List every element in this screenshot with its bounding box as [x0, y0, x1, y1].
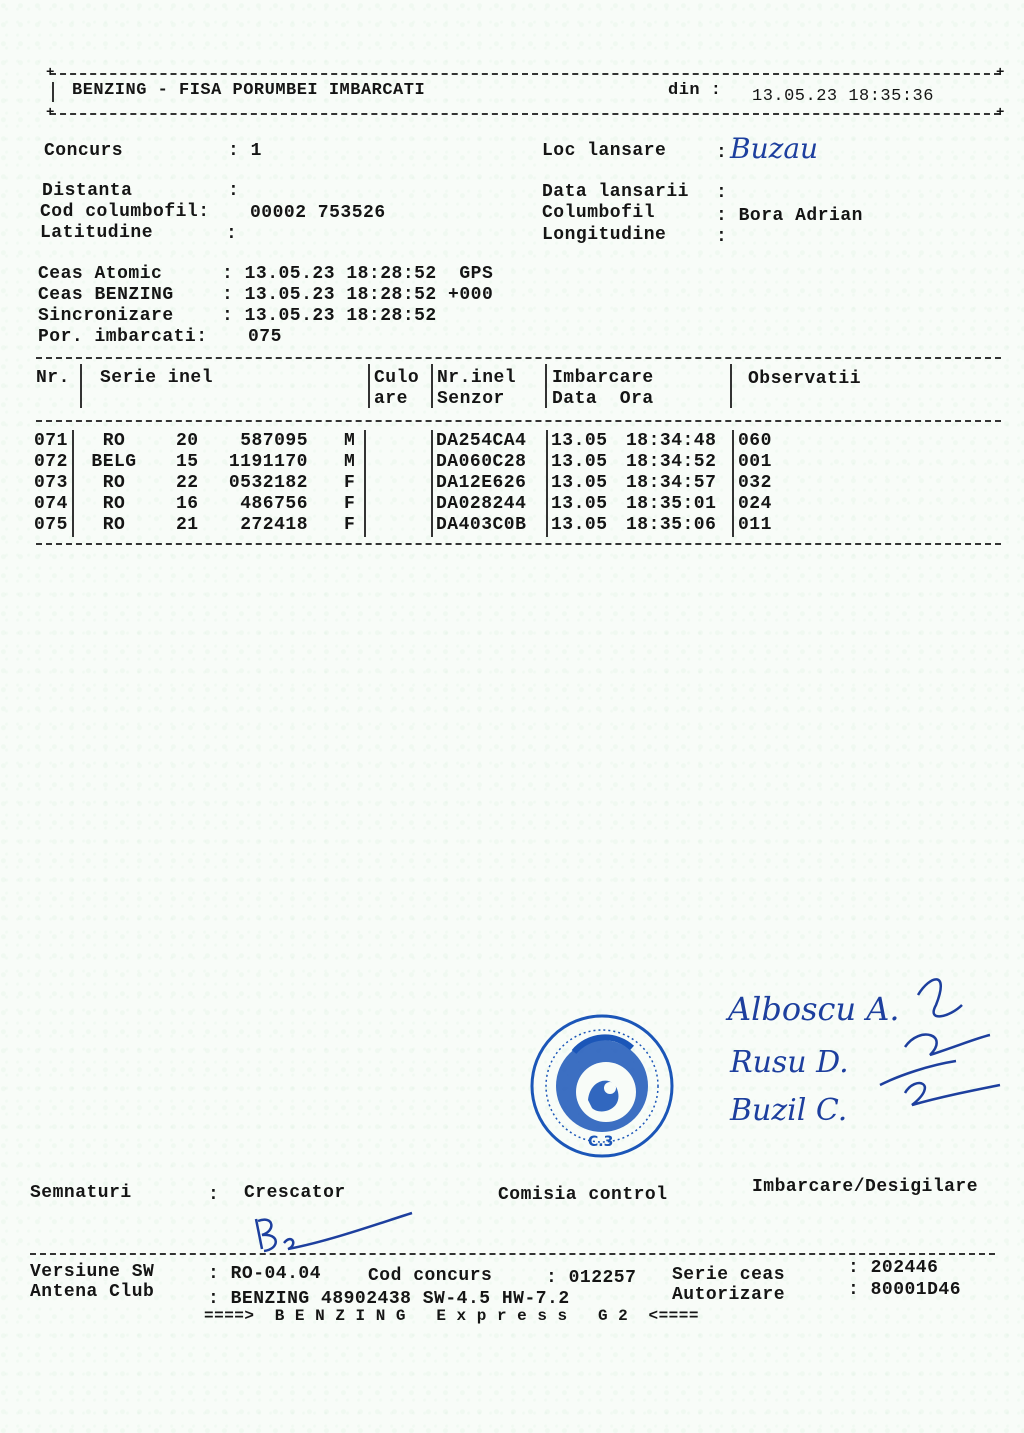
th-imbarcare-2: Data Ora	[552, 389, 654, 409]
header-bottom-rule	[50, 113, 1000, 115]
distanta-label: Distanta	[42, 181, 133, 201]
header-din-label: din :	[668, 81, 722, 100]
ceas-benzing-label: Ceas BENZING	[38, 285, 174, 305]
th-nrinel-2: Senzor	[437, 389, 505, 409]
cell-sex: F	[344, 515, 356, 535]
cell-sensor: DA12E626	[436, 473, 527, 493]
loc-lansare-colon: :	[716, 143, 728, 163]
longitudine-label: Longitudine	[542, 225, 667, 245]
th-nrinel-1: Nr.inel	[437, 368, 517, 388]
data-lansarii-label: Data lansarii	[542, 182, 689, 202]
cod-concurs-value: : 012257	[546, 1268, 637, 1288]
cell-time: 18:35:06	[626, 515, 717, 535]
cell-ring: 486756	[240, 494, 308, 514]
commission-signature-1: Alboscu A.	[728, 990, 900, 1028]
header-title: BENZING - FISA PORUMBEI IMBARCATI	[72, 81, 426, 100]
ceas-atomic-label: Ceas Atomic	[38, 264, 163, 284]
header-plus-right: +	[996, 65, 1005, 81]
th-observatii: Observatii	[748, 369, 862, 389]
cell-sensor: DA028244	[436, 494, 527, 514]
header-plus-br: +	[996, 105, 1005, 121]
ceas-benzing-value: : 13.05.23 18:28:52 +000	[222, 285, 494, 305]
cell-time: 18:34:52	[626, 452, 717, 472]
autorizare-value: : 80001D46	[848, 1280, 962, 1300]
cell-nr: 072	[34, 452, 68, 472]
cell-nr: 075	[34, 515, 68, 535]
table-header-rule	[36, 420, 1001, 422]
col-sep-2	[368, 364, 370, 408]
cell-observatii: 011	[738, 515, 772, 535]
cell-time: 18:35:01	[626, 494, 717, 514]
data-lansarii-value: :	[716, 183, 728, 203]
columbofil-label: Columbofil	[542, 203, 656, 223]
svg-text:C.3: C.3	[588, 1134, 614, 1150]
cell-date: 13.05	[551, 452, 608, 472]
commission-signature-scribbles	[700, 965, 1010, 1145]
cell-time: 18:34:57	[626, 473, 717, 493]
row-sep-2	[364, 430, 366, 537]
cell-nr: 073	[34, 473, 68, 493]
cell-nr: 071	[34, 431, 68, 451]
col-sep-1	[80, 364, 82, 408]
concurs-label: Concurs	[44, 141, 124, 161]
commission-signature-3: Buzil C.	[730, 1093, 848, 1128]
serie-ceas-value: : 202446	[848, 1258, 939, 1278]
cell-sex: M	[344, 431, 356, 451]
cell-ring: 1191170	[228, 452, 308, 472]
sincronizare-label: Sincronizare	[38, 306, 174, 326]
comisia-label: Comisia control	[498, 1185, 668, 1205]
header-plus-left: +	[46, 65, 55, 81]
cell-year: 15	[176, 452, 199, 472]
cell-year: 16	[176, 494, 199, 514]
autorizare-label: Autorizare	[672, 1285, 786, 1305]
loc-lansare-label: Loc lansare	[542, 141, 667, 161]
cell-observatii: 024	[738, 494, 772, 514]
row-sep-4	[546, 430, 548, 537]
serie-ceas-label: Serie ceas	[672, 1265, 786, 1285]
versiune-label: Versiune SW	[30, 1262, 155, 1282]
row-sep-5	[732, 430, 734, 537]
imbarcare-label: Imbarcare/Desigilare	[752, 1177, 979, 1197]
antena-value: : BENZING 48902438 SW-4.5 HW-7.2	[208, 1289, 570, 1309]
antena-label: Antena Club	[30, 1282, 155, 1302]
cell-sensor: DA060C28	[436, 452, 527, 472]
cell-year: 21	[176, 515, 199, 535]
header-top-rule	[50, 73, 1000, 75]
distanta-value: :	[228, 181, 240, 201]
cell-date: 13.05	[551, 431, 608, 451]
latitudine-value: :	[226, 224, 238, 244]
th-imbarcare-1: Imbarcare	[552, 368, 654, 388]
ceas-atomic-value: : 13.05.23 18:28:52 GPS	[222, 264, 494, 284]
versiune-value: : RO-04.04	[208, 1264, 322, 1284]
cell-year: 22	[176, 473, 199, 493]
brand-line: ====> B E N Z I N G E x p r e s s G 2 <====	[204, 1307, 699, 1325]
th-serie-inel: Serie inel	[100, 368, 214, 388]
crescator-label: Crescator	[244, 1183, 346, 1203]
cell-sensor: DA254CA4	[436, 431, 527, 451]
cell-sex: M	[344, 452, 356, 472]
semnaturi-label: Semnaturi	[30, 1183, 132, 1203]
footer-rule	[30, 1253, 995, 1255]
cell-observatii: 060	[738, 431, 772, 451]
por-imbarcati-label: Por. imbarcati:	[38, 327, 208, 347]
concurs-value: : 1	[228, 141, 262, 161]
cell-observatii: 001	[738, 452, 772, 472]
cell-sex: F	[344, 494, 356, 514]
sincronizare-value: : 13.05.23 18:28:52	[222, 306, 437, 326]
header-plus-bl: +	[46, 105, 55, 121]
cell-sex: F	[344, 473, 356, 493]
th-culoare-2: are	[374, 389, 408, 409]
cell-date: 13.05	[551, 515, 608, 535]
crescator-signature	[240, 1205, 420, 1265]
commission-stamp	[528, 1012, 676, 1160]
cell-sensor: DA403C0B	[436, 515, 527, 535]
cell-year: 20	[176, 431, 199, 451]
col-sep-5	[730, 364, 732, 408]
cell-country: RO	[102, 473, 126, 493]
table-bottom-rule	[36, 543, 1001, 545]
cod-concurs-label: Cod concurs	[368, 1266, 493, 1286]
row-sep-1	[72, 430, 74, 537]
latitudine-label: Latitudine	[40, 223, 154, 243]
por-imbarcati-value: 075	[248, 327, 282, 347]
cell-nr: 074	[34, 494, 68, 514]
table-top-rule	[36, 357, 1001, 359]
cell-ring: 272418	[240, 515, 308, 535]
cell-time: 18:34:48	[626, 431, 717, 451]
cod-columbofil-label: Cod columbofil:	[40, 202, 210, 222]
cell-date: 13.05	[551, 473, 608, 493]
th-culoare-1: Culo	[374, 368, 420, 388]
commission-signature-2: Rusu D.	[730, 1045, 849, 1080]
loc-lansare-handwritten: Buzau	[730, 132, 819, 165]
cell-country: BELG	[91, 452, 137, 472]
cod-columbofil-value: 00002 753526	[250, 203, 386, 223]
cell-observatii: 032	[738, 473, 772, 493]
col-sep-3	[431, 364, 433, 408]
semnaturi-colon: :	[208, 1185, 220, 1205]
cell-country: RO	[102, 431, 126, 451]
th-nr: Nr.	[36, 368, 70, 388]
cell-ring: 587095	[240, 431, 308, 451]
cell-country: RO	[102, 494, 126, 514]
header-din-value: 13.05.23 18:35:36	[752, 87, 934, 106]
cell-ring: 0532182	[228, 473, 308, 493]
col-sep-4	[545, 364, 547, 408]
longitudine-value: :	[716, 227, 728, 247]
columbofil-value: : Bora Adrian	[716, 206, 863, 226]
cell-country: RO	[102, 515, 126, 535]
header-left-bar	[52, 82, 54, 102]
row-sep-3	[431, 430, 433, 537]
cell-date: 13.05	[551, 494, 608, 514]
